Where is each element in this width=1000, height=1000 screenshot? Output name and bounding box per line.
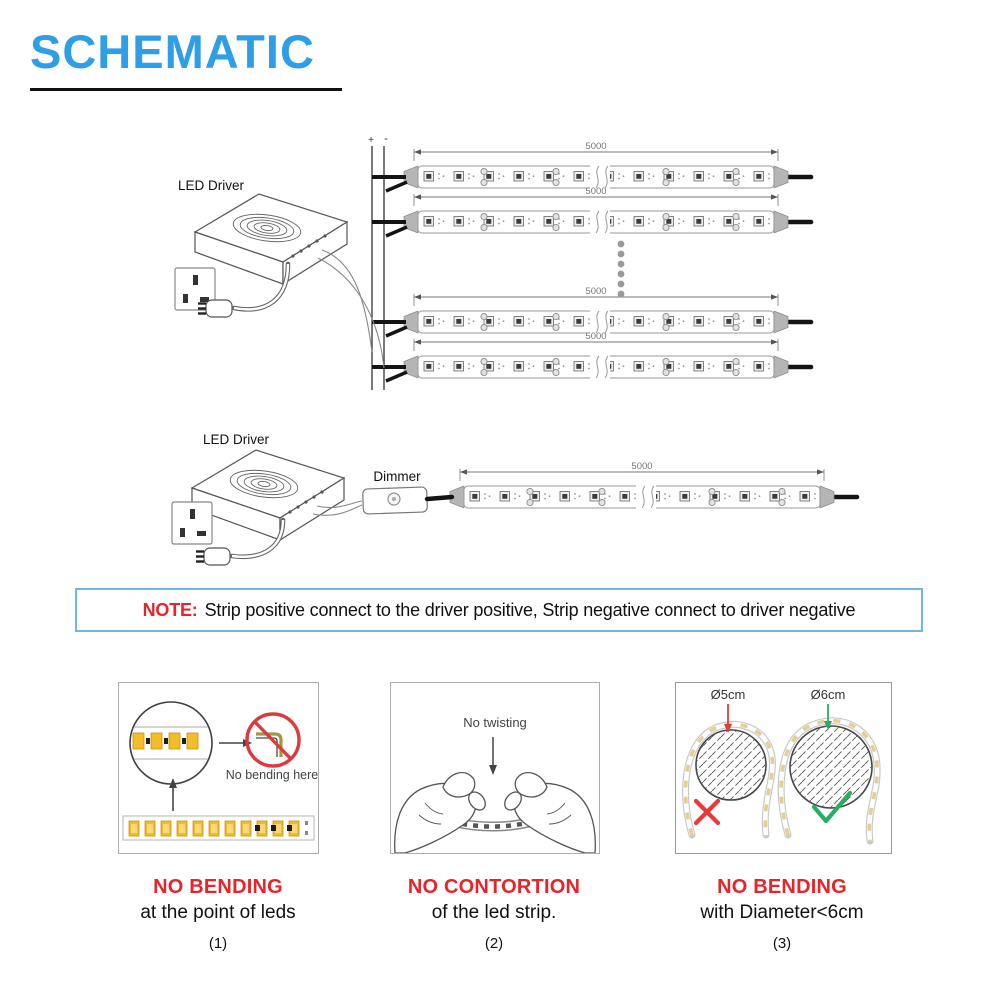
strip-right-connector xyxy=(774,166,788,188)
loop-6cm xyxy=(781,687,877,841)
power-bus xyxy=(368,133,407,390)
left-hand xyxy=(395,773,489,853)
note-text: Strip positive connect to the driver positive, Strip negative connect to driver negative xyxy=(204,599,856,620)
dimmer-to-strip-wire xyxy=(427,497,452,499)
loop-5cm xyxy=(686,687,773,835)
led-driver xyxy=(195,194,347,284)
cross-icon xyxy=(696,801,718,823)
note-box xyxy=(75,588,923,632)
caption-2-index: (2) xyxy=(484,935,504,952)
diameter-5cm-label: Ø5cm xyxy=(710,687,746,702)
dimmer-label: Dimmer xyxy=(373,469,421,484)
no-bending-here-label: No bending here xyxy=(225,768,318,782)
driver-label-bottom: LED Driver xyxy=(203,432,270,447)
led-strip xyxy=(450,461,857,509)
led-strip xyxy=(404,141,811,189)
wall-outlet-icon xyxy=(172,502,212,544)
caption-3-heading: NO BENDING xyxy=(717,876,847,898)
caption-3 xyxy=(662,876,902,952)
note-label: NOTE: xyxy=(142,599,198,620)
no-twisting-figure xyxy=(391,683,599,853)
caption-2 xyxy=(374,876,614,952)
bus-to-strip-wires xyxy=(372,177,407,381)
strip-length-label: 5000 xyxy=(585,141,607,152)
right-hand xyxy=(501,773,595,853)
led-strip-photo xyxy=(123,816,314,840)
caption-1-heading: NO BENDING xyxy=(153,876,283,898)
diameter-6cm-label: Ø6cm xyxy=(810,687,846,702)
no-bending-figure xyxy=(119,683,318,853)
panel-no-bending xyxy=(118,682,319,854)
led-strip xyxy=(404,186,811,234)
led-strip xyxy=(404,286,811,334)
bus-negative-label: - xyxy=(384,133,388,145)
panel-bend-diameter xyxy=(675,682,892,854)
red-arrow-icon xyxy=(724,704,732,733)
led-driver xyxy=(192,450,344,540)
caption-3-subheading: with Diameter<6cm xyxy=(700,902,864,923)
caption-2-heading: NO CONTORTION xyxy=(407,876,581,898)
caption-1-index: (1) xyxy=(208,935,228,952)
driver-output-wires xyxy=(318,250,384,368)
down-arrow-icon xyxy=(489,737,497,775)
caption-1 xyxy=(98,876,338,952)
wiring-diagram xyxy=(0,120,1000,570)
no-bend-prohibition-icon xyxy=(247,714,299,766)
dimmer-module xyxy=(363,487,428,514)
led-strip xyxy=(404,331,811,379)
bend-diameter-figure xyxy=(676,683,891,853)
power-plug-icon xyxy=(198,300,232,317)
power-plug-icon xyxy=(196,548,230,565)
bus-positive-label: + xyxy=(368,135,374,146)
title-underline xyxy=(30,88,342,91)
caption-1-subheading: at the point of leds xyxy=(140,902,296,923)
more-strips-ellipsis xyxy=(618,241,625,298)
driver-label-top: LED Driver xyxy=(178,178,245,193)
page-title: SCHEMATIC xyxy=(30,25,315,78)
no-twisting-label: No twisting xyxy=(463,715,527,730)
panel-no-contortion xyxy=(390,682,600,854)
caption-3-index: (3) xyxy=(772,935,792,952)
strip-left-connector xyxy=(404,166,418,188)
caption-2-subheading: of the led strip. xyxy=(431,902,557,923)
